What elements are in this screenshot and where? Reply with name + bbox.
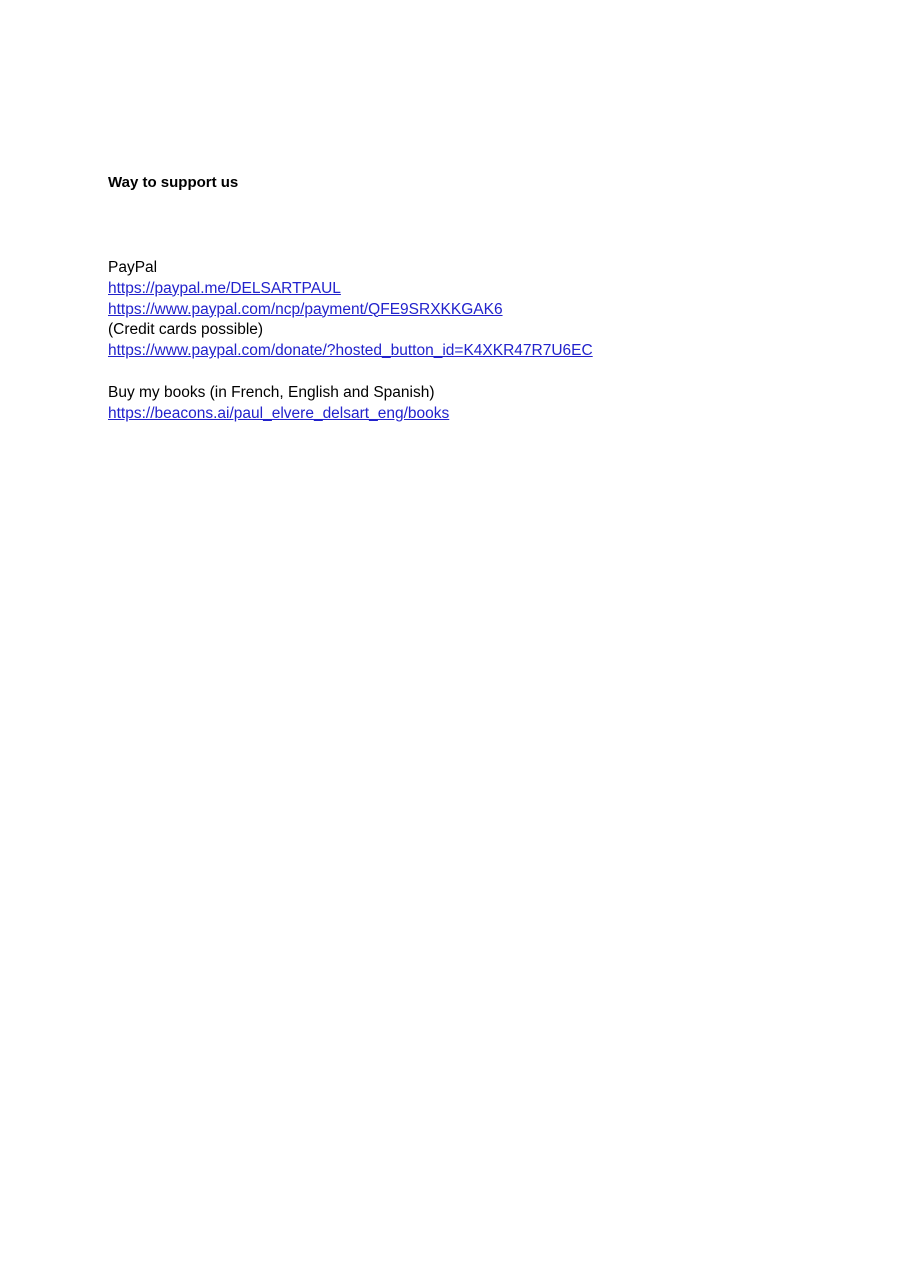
beacons-books-link[interactable]: https://beacons.ai/paul_elvere_delsart_eng/books	[108, 404, 450, 422]
paypal-intro-text: PayPal	[108, 259, 158, 276]
paypal-donate-link[interactable]: https://www.paypal.com/donate/?hosted_button_id=K4XKR47R7U6EC	[108, 342, 593, 360]
books-section	[108, 383, 449, 425]
paypal-section	[108, 258, 593, 362]
credit-cards-note: (Credit cards possible)	[108, 321, 264, 339]
document-heading: Way to support us	[108, 174, 239, 191]
paypal-ncp-payment-link[interactable]: https://www.paypal.com/ncp/payment/QFE9SRXKKGAK6	[108, 300, 503, 318]
paypal-me-link[interactable]: https://paypal.me/DELSARTPAUL	[108, 279, 341, 297]
buy-books-intro-text: Buy my books (in French, English and Spanish)	[108, 384, 435, 401]
